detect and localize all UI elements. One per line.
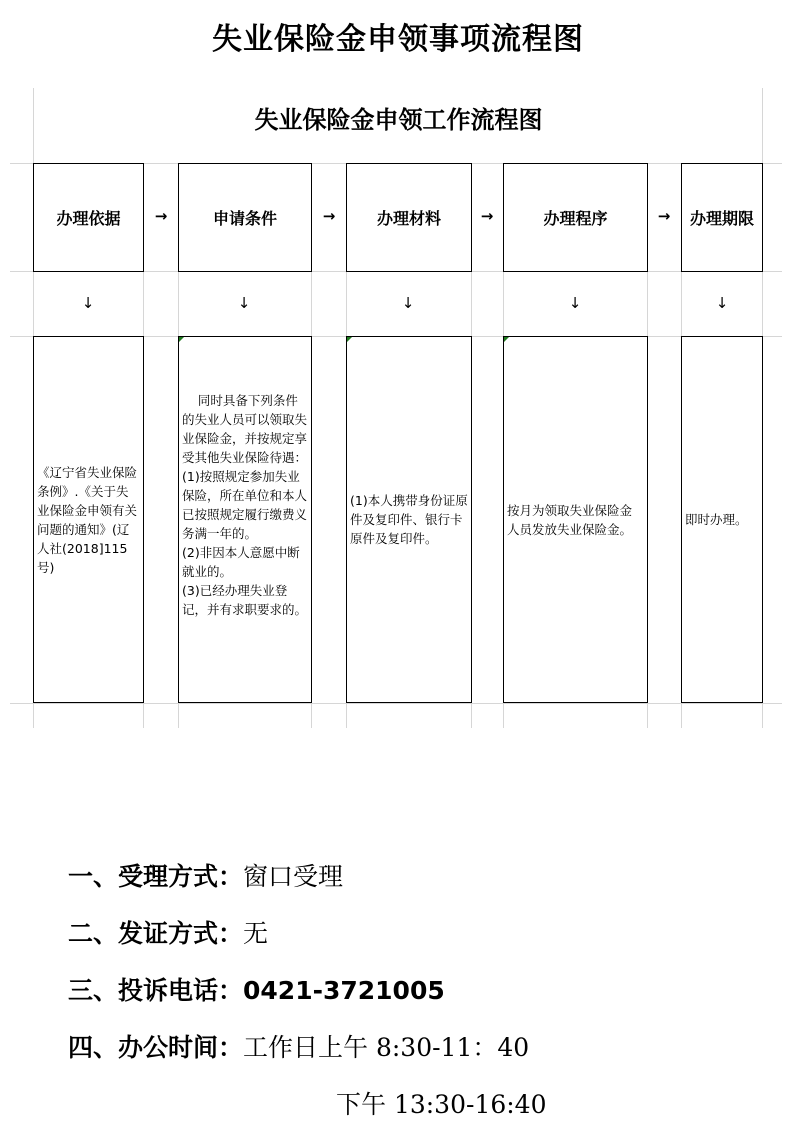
arrow-down-icon: ↓	[81, 294, 95, 312]
info-value: 窗口受理	[243, 862, 344, 891]
cell-marker	[504, 337, 509, 342]
arrow-down-icon: ↓	[237, 294, 251, 312]
step-content-materials	[346, 336, 472, 703]
step-header-conditions	[178, 163, 312, 272]
info-office-hours	[68, 1028, 529, 1064]
info-complaint-phone	[68, 971, 445, 1007]
step-header-deadline	[681, 163, 763, 272]
arrow-right-icon: →	[657, 207, 671, 225]
step-header-procedure	[503, 163, 648, 272]
info-value: 下午 13:30-16:40	[336, 1090, 547, 1119]
flowchart-title: 失业保险金申领工作流程图	[254, 106, 543, 134]
step-header-label: 办理程序	[543, 209, 608, 228]
step-content-text: 即时办理。	[685, 512, 748, 527]
step-content-basis	[33, 336, 144, 703]
cell-marker	[179, 337, 184, 342]
info-value: 无	[243, 919, 269, 948]
step-header-label: 申请条件	[212, 209, 277, 228]
arrow-right-icon: →	[322, 207, 336, 225]
step-header-basis	[33, 163, 144, 272]
info-value: 工作日上午 8:30-11：40	[243, 1033, 530, 1062]
info-label: 一、受理方式：	[68, 862, 244, 891]
arrow-right-icon: →	[480, 207, 494, 225]
step-content-deadline	[681, 336, 763, 703]
info-office-hours-afternoon	[336, 1085, 547, 1121]
step-content-conditions	[178, 336, 312, 703]
step-header-label: 办理依据	[56, 209, 121, 228]
arrow-down-icon: ↓	[401, 294, 415, 312]
grid-line	[10, 703, 782, 704]
info-label: 四、办公时间：	[68, 1033, 244, 1062]
arrow-down-icon: ↓	[715, 294, 729, 312]
cell-marker	[347, 337, 352, 342]
flowchart-sheet	[0, 88, 796, 728]
step-content-text: 同时具备下列条件的失业人员可以领取失业保险金，并按规定享受其他失业保险待遇： (1)按照规定参加失业保险，所在单位和本人已按照规定履行缴费义务满一年的。 (2)非因本人意愿中断就业的。 (3)已经办理失业登记，并有求职要求的。	[182, 393, 308, 617]
info-label: 三、投诉电话：	[68, 976, 244, 1005]
step-content-text: (1)本人携带身份证原件及复印件、银行卡原件及复印件。	[350, 493, 468, 546]
step-header-label: 办理期限	[689, 209, 754, 228]
page-title: 失业保险金申领事项流程图	[212, 22, 584, 57]
step-header-materials	[346, 163, 472, 272]
info-cert-method	[68, 914, 268, 950]
step-content-text: 《辽宁省失业保险条例》.《关于失业保险金申领有关问题的通知》(辽人社(2018]115号)	[37, 464, 138, 575]
arrow-right-icon: →	[154, 207, 168, 225]
arrow-down-icon: ↓	[568, 294, 582, 312]
step-content-procedure	[503, 336, 648, 703]
info-value: 0421-3721005	[243, 976, 445, 1005]
step-content-text: 按月为领取失业保险金人员发放失业保险金。	[507, 502, 633, 537]
info-accept-method	[68, 857, 343, 893]
step-header-label: 办理材料	[376, 209, 441, 228]
info-label: 二、发证方式：	[68, 919, 244, 948]
